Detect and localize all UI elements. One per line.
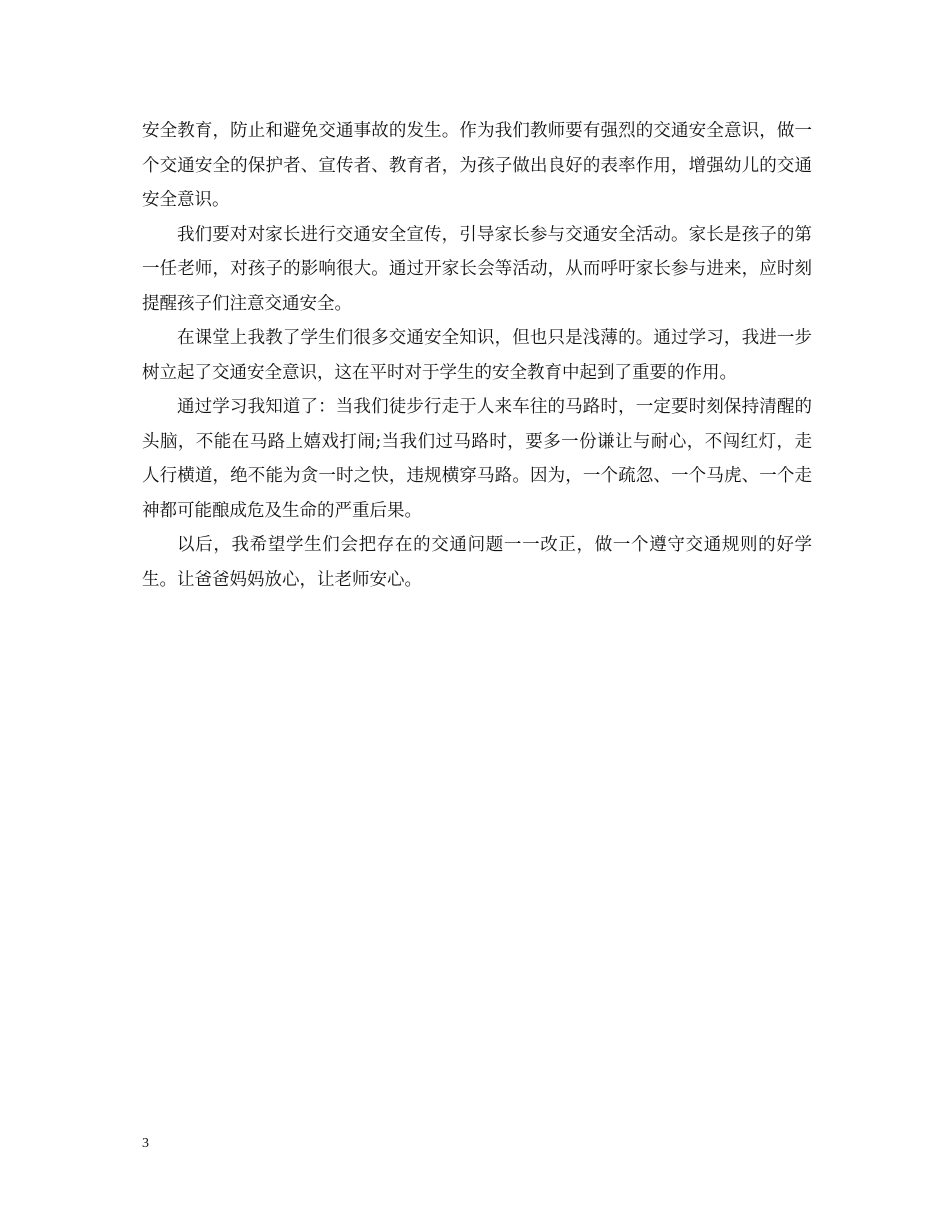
page-number: 3 <box>142 1136 149 1151</box>
document-body <box>142 114 812 597</box>
paragraph-3: 在课堂上我教了学生们很多交通安全知识，但也只是浅薄的。通过学习，我进一步树立起了交通安全意识，这在平时对于学生的安全教育中起到了重要的作用。 <box>142 328 812 383</box>
paragraph-1: 安全教育，防止和避免交通事故的发生。作为我们教师要有强烈的交通安全意识，做一个交通安全的保护者、宣传者、教育者，为孩子做出良好的表率作用，增强幼儿的交通安全意识。 <box>142 121 812 210</box>
paragraph-4: 通过学习我知道了：当我们徒步行走于人来车往的马路时，一定要时刻保持清醒的头脑，不能在马路上嬉戏打闹;当我们过马路时，要多一份谦让与耐心，不闯红灯，走人行横道，绝不能为贪一时之快，违规横穿马路。因为，一个疏忽、一个马虎、一个走神都可能酿成危及生命的严重后果。 <box>142 397 812 521</box>
paragraph-5: 以后，我希望学生们会把存在的交通问题一一改正，做一个遵守交通规则的好学生。让爸爸妈妈放心，让老师安心。 <box>142 535 812 590</box>
paragraph-2: 我们要对对家长进行交通安全宣传，引导家长参与交通安全活动。家长是孩子的第一任老师，对孩子的影响很大。通过开家长会等活动，从而呼吁家长参与进来，应时刻提醒孩子们注意交通安全。 <box>142 224 812 314</box>
